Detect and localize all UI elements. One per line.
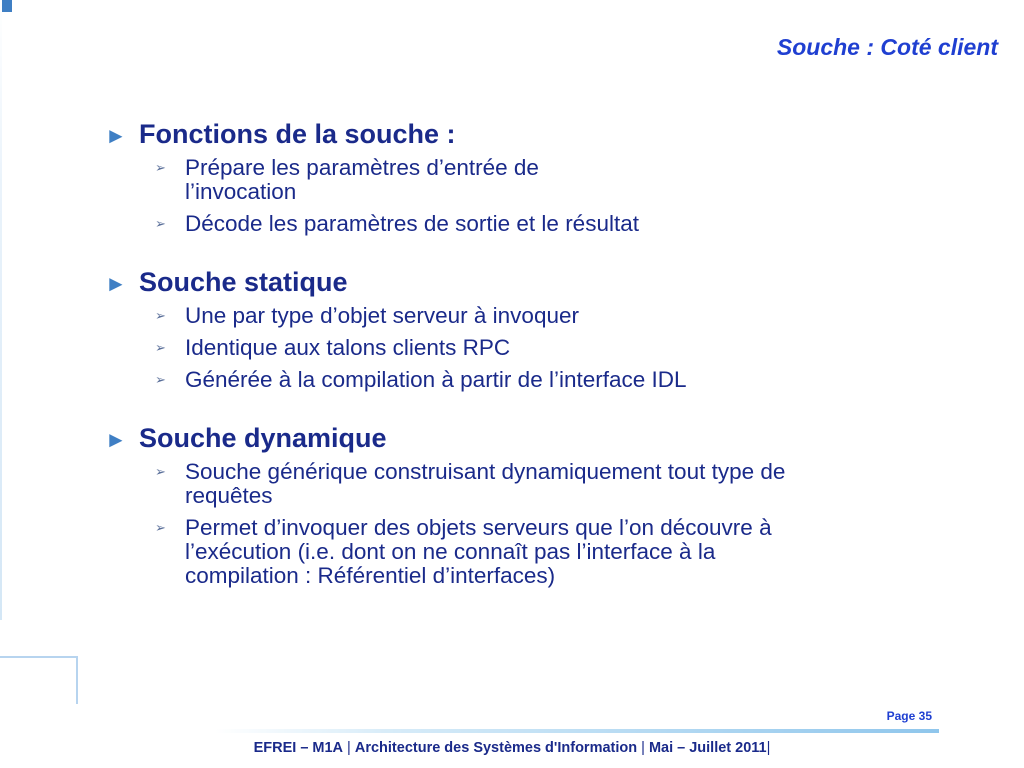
list-item-text: Permet d’invoquer des objets serveurs que l’on découvre à l’exécution (i.e. dont on ne connaît pas l’interface à la compilation : Référentiel d’interfaces) bbox=[185, 515, 772, 588]
sub-list bbox=[105, 156, 965, 236]
list-item bbox=[105, 368, 965, 392]
section-fonctions bbox=[105, 118, 965, 236]
section-heading-row bbox=[105, 118, 965, 152]
page-number: Page 35 bbox=[886, 709, 932, 723]
bracket-decoration-horizontal bbox=[0, 656, 78, 658]
footer-separator: | bbox=[343, 740, 355, 756]
list-item bbox=[105, 516, 965, 588]
sub-list bbox=[105, 460, 965, 588]
section-heading-row bbox=[105, 266, 965, 300]
arrow-bullet-icon: ➢ bbox=[155, 160, 166, 175]
list-item-text: Identique aux talons clients RPC bbox=[185, 335, 511, 360]
list-item bbox=[105, 460, 965, 508]
triangle-bullet-icon: ► bbox=[105, 123, 127, 148]
list-item bbox=[105, 336, 965, 360]
list-item bbox=[105, 304, 965, 328]
triangle-bullet-icon: ► bbox=[105, 427, 127, 452]
list-item bbox=[105, 212, 965, 236]
slide-title: Souche : Coté client bbox=[776, 34, 998, 60]
section-souche-dynamique bbox=[105, 422, 965, 588]
footer-dates: Mai – Juillet 2011 bbox=[648, 740, 767, 756]
footer-course: Architecture des Systèmes d'Information bbox=[354, 740, 638, 756]
section-souche-statique bbox=[105, 266, 965, 392]
arrow-bullet-icon: ➢ bbox=[155, 308, 166, 323]
list-item-text: Souche générique construisant dynamiquement tout type de requêtes bbox=[185, 459, 786, 508]
footer bbox=[0, 740, 1024, 756]
arrow-bullet-icon: ➢ bbox=[155, 340, 166, 355]
section-heading-row bbox=[105, 422, 965, 456]
footer-tail: | bbox=[766, 740, 771, 756]
section-heading: Souche statique bbox=[139, 267, 348, 297]
footer-org: EFREI – M1A bbox=[253, 740, 344, 756]
triangle-bullet-icon: ► bbox=[105, 271, 127, 296]
left-edge-decoration bbox=[0, 0, 2, 620]
section-heading: Souche dynamique bbox=[139, 423, 387, 453]
list-item-text: Une par type d’objet serveur à invoquer bbox=[185, 303, 579, 328]
list-item-text: Décode les paramètres de sortie et le résultat bbox=[185, 211, 639, 236]
arrow-bullet-icon: ➢ bbox=[155, 520, 166, 535]
footer-divider bbox=[215, 729, 939, 733]
arrow-bullet-icon: ➢ bbox=[155, 464, 166, 479]
list-item-text: Générée à la compilation à partir de l’interface IDL bbox=[185, 367, 687, 392]
section-heading: Fonctions de la souche : bbox=[139, 119, 456, 149]
sub-list bbox=[105, 304, 965, 392]
arrow-bullet-icon: ➢ bbox=[155, 372, 166, 387]
bracket-decoration-vertical bbox=[76, 656, 78, 704]
slide-content bbox=[105, 118, 965, 618]
footer-separator: | bbox=[637, 740, 649, 756]
arrow-bullet-icon: ➢ bbox=[155, 216, 166, 231]
list-item-text: Prépare les paramètres d’entrée de l’invocation bbox=[185, 155, 539, 204]
list-item bbox=[105, 156, 965, 204]
